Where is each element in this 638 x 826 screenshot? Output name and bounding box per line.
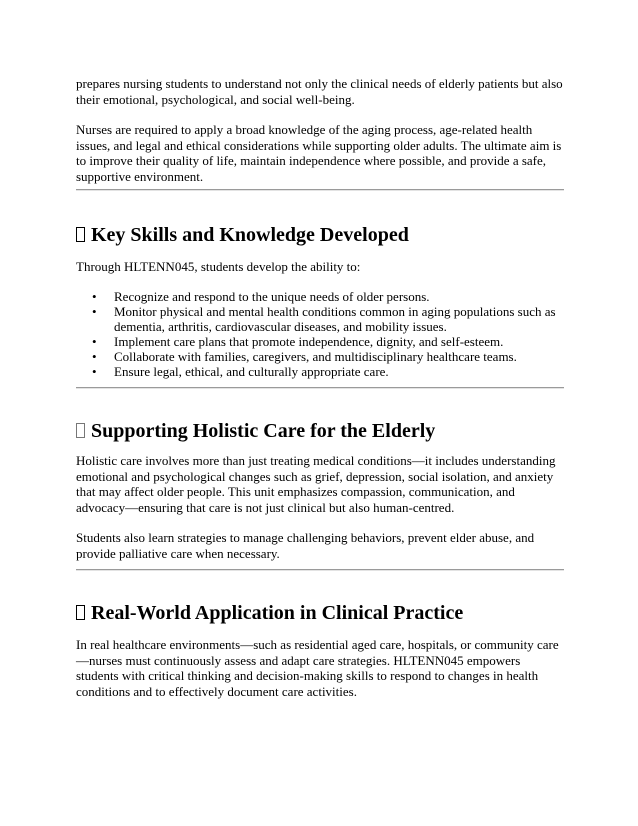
intro-paragraph-1: prepares nursing students to understand not only the clinical needs of elderly patients but also their emotional, psychological, and social well-being.: [76, 76, 563, 107]
heading-text: Supporting Holistic Care for the Elderly: [91, 420, 436, 442]
bullet-icon: •: [92, 333, 97, 349]
section-heading: [76, 419, 564, 443]
section-heading: [76, 223, 564, 247]
holistic-paragraph-1: Holistic care involves more than just treating medical conditions—it includes understanding emotional and psychological changes such as grief, depression, social isolation, and anxiety that may affect older people. This unit emphasizes compassion, communication, and advocacy—ensuring that care is not just clinical but also human-centred.: [76, 453, 556, 515]
divider-2: [76, 387, 564, 389]
list-item: • Collaborate with families, caregivers, and multidisciplinary healthcare teams.: [92, 348, 517, 364]
bullet-icon: •: [92, 363, 97, 379]
divider-3: [76, 569, 564, 571]
section-heading: [76, 601, 564, 625]
intro-paragraph-2: Nurses are required to apply a broad knowledge of the aging process, age-related health issues, and legal and ethical considerations while supporting older adults. The ultimate aim is to improve their quality of life, maintain independence where possible, and provide a safe, supportive environment.: [76, 122, 562, 184]
list-item: • Ensure legal, ethical, and culturally appropriate care.: [92, 363, 389, 379]
skills-lead: Through HLTENN045, students develop the ability to:: [76, 259, 361, 274]
section-clinical-practice: [76, 601, 564, 699]
heading-text: Real-World Application in Clinical Practice: [91, 602, 464, 624]
missing-glyph-icon: [76, 423, 85, 438]
heading-text: Key Skills and Knowledge Developed: [91, 224, 409, 246]
bullet-icon: •: [92, 348, 97, 364]
missing-glyph-icon: [76, 605, 85, 620]
divider-1: [76, 189, 564, 191]
bullet-icon: •: [92, 303, 97, 319]
list-item: • Implement care plans that promote independence, dignity, and self-esteem.: [92, 333, 504, 349]
skills-list: [76, 289, 564, 379]
section-holistic-care: [76, 419, 564, 561]
list-item: • Monitor physical and mental health conditions common in aging populations such as dementia, arthritis, cardiovascular diseases, and mobility issues.: [92, 303, 556, 334]
holistic-paragraph-2: Students also learn strategies to manage challenging behaviors, prevent elder abuse, and provide palliative care when necessary.: [76, 530, 535, 561]
missing-glyph-icon: [76, 227, 85, 242]
section-key-skills: [76, 223, 564, 379]
list-item: • Recognize and respond to the unique needs of older persons.: [92, 288, 430, 304]
bullet-icon: •: [92, 288, 97, 304]
practice-paragraph-1: In real healthcare environments—such as residential aged care, hospitals, or community care—nurses must continuously assess and adapt care strategies. HLTENN045 empowers students with critical thinking and decision-making skills to respond to changes in health conditions and to effectively document care activities.: [76, 637, 559, 699]
intro-block: [76, 76, 564, 184]
